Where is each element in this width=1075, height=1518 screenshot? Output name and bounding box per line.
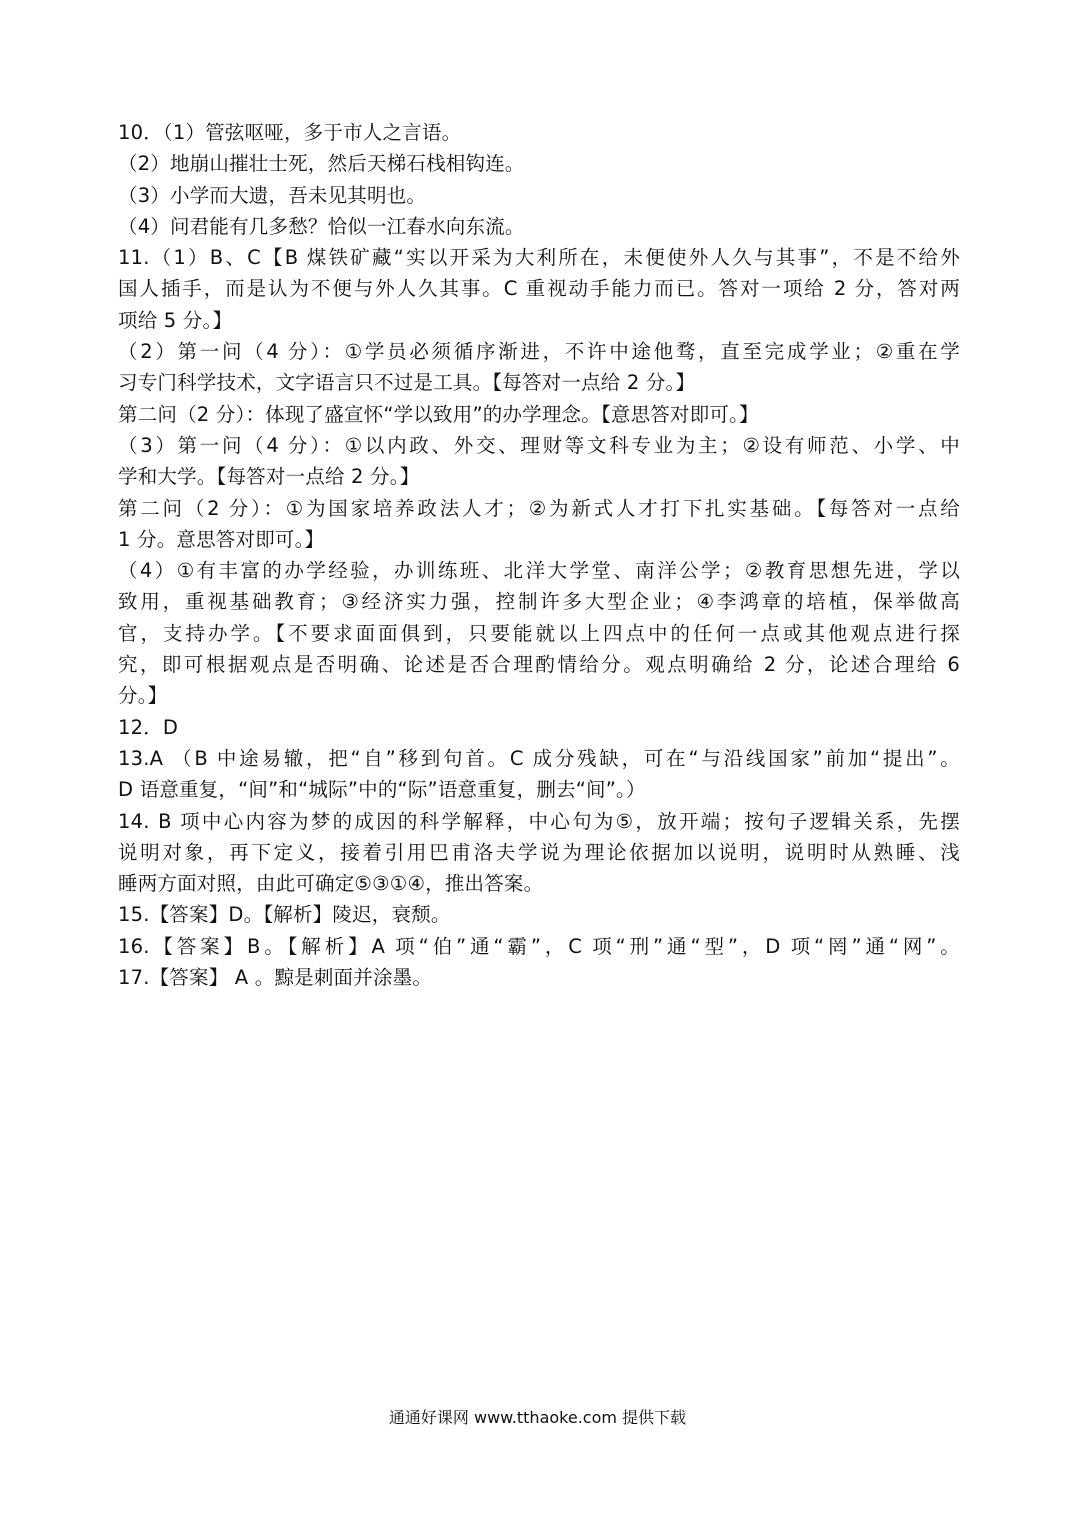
answer-11-3-line-3: 第二问（2 分）：①为国家培养政法人才；②为新式人才打下扎实基础。【每答对一点给	[118, 496, 960, 520]
answer-10-1: 10．（1）管弦呕哑，多于市人之言语。	[118, 121, 462, 144]
answer-key-body	[118, 117, 960, 993]
answer-16: 16.【答案】B。【解析】A 项“伯”通“霸”，C 项“刑”通“型”，D 项“罔”通“网”。	[118, 934, 960, 958]
answer-11-1-line-3: 项给 5 分。】	[118, 308, 233, 332]
answer-11-1-line-2: 国人插手，而是认为不便与外人久其事。C 重视动手能力而已。答对一项给 2 分，答对两	[118, 277, 960, 301]
answer-15: 15.【答案】D。【解析】陵迟，衰颓。	[118, 903, 451, 927]
page-footer: 通通好课网 www.tthaoke.com 提供下载	[388, 1408, 687, 1427]
answer-11-2-line-3: 第二问（2 分）：体现了盛宣怀“学以致用”的办学理念。【意思答对即可。】	[118, 402, 759, 426]
answer-13-line-2: D 语意重复，“间”和“城际”中的“际”语意重复，删去“间”。）	[118, 778, 646, 802]
answer-11-4-line-5: 分。】	[118, 684, 168, 708]
answer-13-line-1: 13.A （B 中途易辙，把“自”移到句首。C 成分残缺，可在“与沿线国家”前加“提出”。	[118, 746, 960, 770]
answer-11-4-line-3: 官，支持办学。【不要求面面俱到，只要能就以上四点中的任何一点或其他观点进行探	[118, 621, 960, 645]
answer-11-3-line-1: （3）第一问（4 分）：①以内政、外交、理财等文科专业为主；②设有师范、小学、中	[118, 433, 960, 457]
answer-11-4-line-1: （4）①有丰富的办学经验，办训练班、北洋大学堂、南洋公学；②教育思想先进，学以	[118, 559, 960, 583]
answer-14-line-2: 说明对象，再下定义，接着引用巴甫洛夫学说为理论依据加以说明，说明时从熟睡、浅	[118, 840, 960, 864]
answer-12: 12．D	[118, 715, 179, 739]
answer-11-3-line-2: 学和大学。【每答对一点给 2 分。】	[118, 465, 420, 489]
answer-11-1-line-1: 11.（1）B、C【B 煤铁矿藏“实以开采为大利所在，未便使外人久与其事”，不是不给外	[118, 246, 960, 270]
answer-14-line-3: 睡两方面对照，由此可确定⑤③①④，推出答案。	[118, 872, 544, 896]
answer-17: 17.【答案】 A 。黥是刺面并涂墨。	[118, 966, 433, 990]
answer-10-4: （4）问君能有几多愁？恰似一江春水向东流。	[118, 214, 525, 238]
answer-11-2-line-2: 习专门科学技术，文字语言只不过是工具。【每答对一点给 2 分。】	[118, 371, 696, 395]
answer-11-4-line-2: 致用，重视基础教育；③经济实力强，控制许多大型企业；④李鸿章的培植，保举做高	[118, 590, 960, 614]
answer-10-2: （2）地崩山摧壮士死，然后天梯石栈相钩连。	[118, 152, 525, 176]
answer-11-2-line-1: （2）第一问（4 分）：①学员必须循序渐进，不许中途他骛，直至完成学业；②重在学	[118, 340, 960, 364]
answer-11-3-line-4: 1 分。意思答对即可。】	[118, 527, 325, 551]
answer-10-3: （3）小学而大遗，吾未见其明也。	[118, 183, 427, 207]
answer-11-4-line-4: 究，即可根据观点是否明确、论述是否合理酌情给分。观点明确给 2 分，论述合理给 6	[118, 653, 960, 677]
answer-14-line-1: 14. B 项中心内容为梦的成因的科学解释，中心句为⑤，放开端；按句子逻辑关系，先摆	[118, 809, 960, 833]
